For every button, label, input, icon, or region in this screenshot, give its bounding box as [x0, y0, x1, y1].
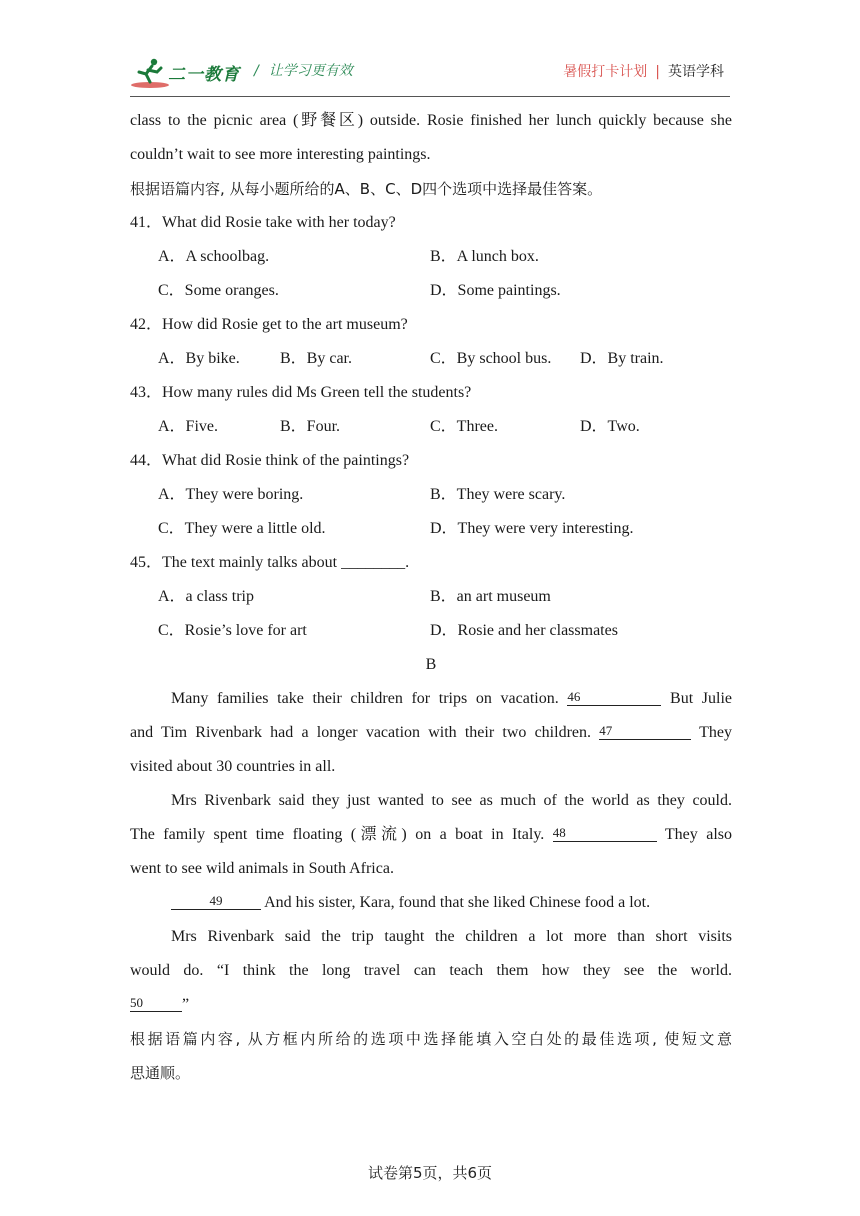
- section-b-label: B: [425, 656, 437, 673]
- passage-text: They: [699, 724, 733, 741]
- question-44: 44．What did Rosie think of the paintings?: [130, 452, 410, 469]
- question-43: 43．How many rules did Ms Green tell the students?: [130, 384, 472, 401]
- option-b: B．They were scary.: [430, 486, 566, 503]
- options-row: [130, 478, 732, 512]
- option-d: D．Two.: [580, 418, 640, 435]
- passage-text: and Tim Rivenbark had a longer vacation with their two children.: [130, 724, 592, 741]
- plan-label: 暑假打卡计划: [563, 64, 648, 80]
- option-d: D．Rosie and her classmates: [430, 622, 618, 639]
- options-row: [130, 274, 732, 308]
- options-row: [130, 240, 732, 274]
- option-b: B．Four.: [280, 418, 341, 435]
- page-footer: 试卷第5页，共6页: [367, 1164, 493, 1182]
- option-d: D．Some paintings.: [430, 282, 561, 299]
- passage-text: They also: [664, 826, 732, 843]
- passage-text: ”: [182, 996, 190, 1013]
- passage-line: [130, 682, 732, 716]
- passage-line: couldn’t wait to see more interesting paintings.: [130, 146, 431, 163]
- passage-text: Many families take their children for trips on vacation.: [171, 690, 559, 707]
- option-c: C．Some oranges.: [158, 282, 279, 299]
- document-body: [130, 104, 732, 1090]
- option-a: A．A schoolbag.: [158, 248, 270, 265]
- passage-line: visited about 30 countries in all.: [130, 758, 336, 775]
- passage-line: [130, 886, 732, 920]
- subject-label: 英语学科: [668, 64, 724, 80]
- option-c: C．Three.: [430, 418, 498, 435]
- option-d: D．By train.: [580, 350, 664, 367]
- option-b: B．A lunch box.: [430, 248, 539, 265]
- slogan-text: 让学习更有效: [268, 63, 353, 79]
- passage-line: would do. “I think the long travel can teach them how they see the world.: [130, 962, 732, 979]
- passage-text: The family spent time floating (漂流) on a boat in Italy.: [130, 826, 545, 843]
- answer-blank-50: 50: [130, 995, 182, 1012]
- question-45: 45．The text mainly talks about ________.: [130, 554, 410, 571]
- instruction-a: 根据语篇内容, 从每小题所给的A、B、C、D四个选项中选择最佳答案。: [130, 180, 603, 198]
- options-row: [130, 580, 732, 614]
- header-divider: [130, 96, 730, 97]
- answer-blank-49: 49: [171, 893, 261, 910]
- passage-line: [130, 818, 732, 852]
- answer-blank-48: 48: [553, 825, 657, 842]
- header-separator: |: [655, 64, 660, 80]
- brand-logo: [130, 56, 242, 90]
- logo-text: 二一教育: [168, 65, 240, 85]
- passage-line: Mrs Rivenbark said the trip taught the children a lot more than short visits: [171, 928, 732, 945]
- answer-blank-47: 47: [599, 723, 691, 740]
- header-right: [563, 61, 724, 81]
- option-b: B．By car.: [280, 350, 352, 367]
- instruction-b: 根据语篇内容, 从方框内所给的选项中选择能填入空白处的最佳选项, 使短文意: [130, 1030, 732, 1048]
- slogan: / 让学习更有效: [254, 63, 353, 79]
- passage-text: And his sister, Kara, found that she liked Chinese food a lot.: [264, 894, 651, 911]
- passage-line: [130, 988, 732, 1022]
- option-a: A．Five.: [158, 418, 219, 435]
- passage-line: Mrs Rivenbark said they just wanted to see as much of the world as they could.: [171, 792, 732, 809]
- passage-text: But Julie: [670, 690, 733, 707]
- option-a: A．By bike.: [158, 350, 240, 367]
- page-header: [130, 52, 730, 96]
- passage-line: went to see wild animals in South Africa.: [130, 860, 394, 877]
- option-c: C．They were a little old.: [158, 520, 326, 537]
- option-d: D．They were very interesting.: [430, 520, 634, 537]
- option-b: B．an art museum: [430, 588, 551, 605]
- option-a: A．They were boring.: [158, 486, 304, 503]
- instruction-b: 思通顺。: [130, 1064, 191, 1082]
- options-row: [130, 512, 732, 546]
- answer-blank-46: 46: [567, 689, 661, 706]
- options-row: [130, 342, 732, 376]
- option-c: C．Rosie’s love for art: [158, 622, 307, 639]
- options-row: [130, 410, 732, 444]
- option-c: C．By school bus.: [430, 350, 552, 367]
- question-41: 41．What did Rosie take with her today?: [130, 214, 396, 231]
- passage-line: class to the picnic area (野餐区) outside. Rosie finished her lunch quickly because she: [130, 112, 732, 129]
- question-42: 42．How did Rosie get to the art museum?: [130, 316, 408, 333]
- options-row: [130, 614, 732, 648]
- running-figure-icon: [130, 56, 170, 90]
- passage-line: [130, 716, 732, 750]
- option-a: A．a class trip: [158, 588, 254, 605]
